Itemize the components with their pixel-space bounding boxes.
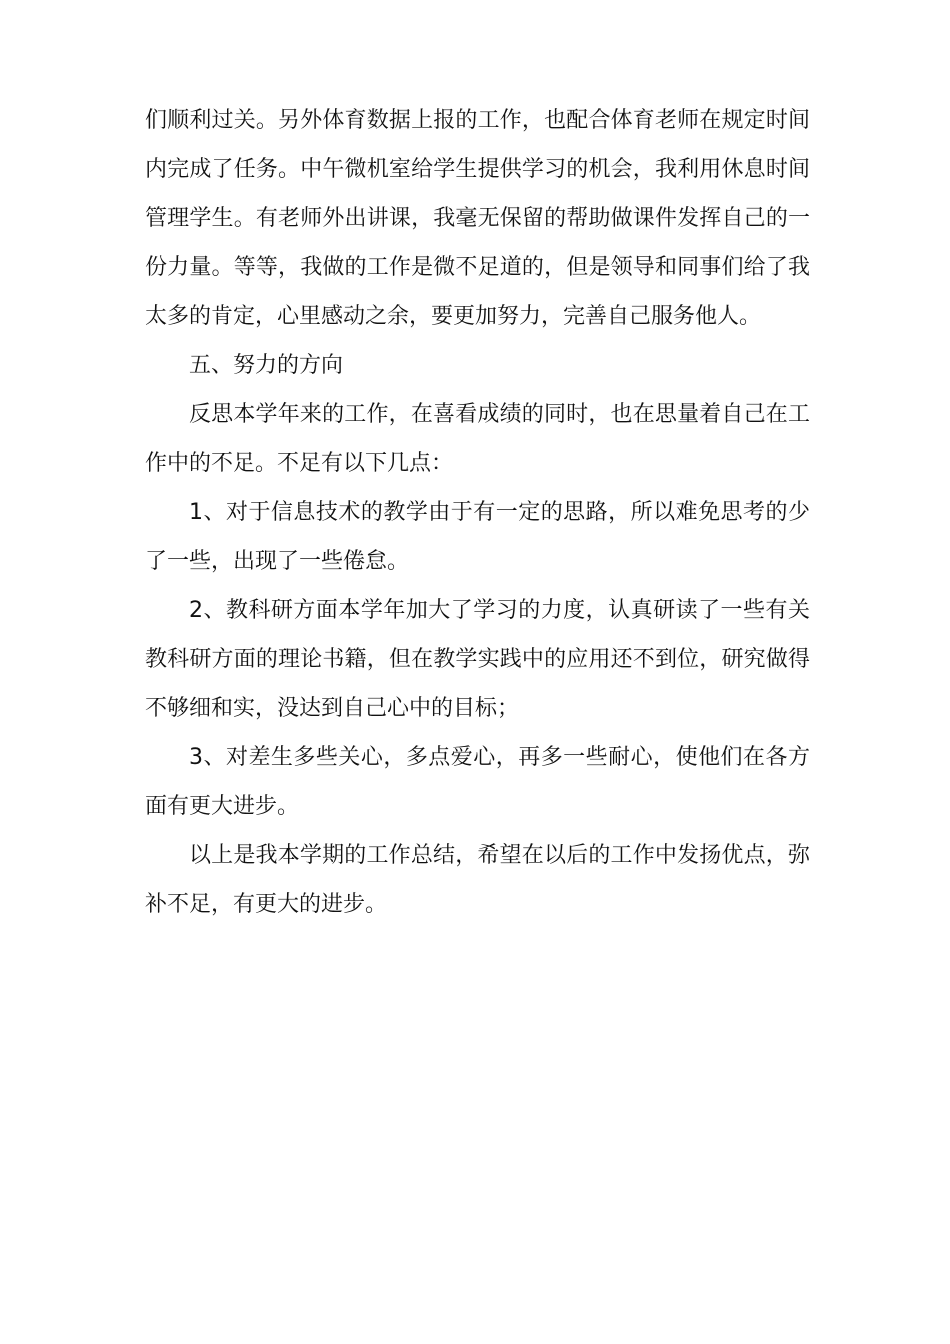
list-item-2: 2、教科研方面本学年加大了学习的力度，认真研读了一些有关教科研方面的理论书籍，但在教学实践中的应用还不到位，研究做得不够细和实，没达到自己心中的目标；	[145, 598, 810, 721]
section-heading: 五、努力的方向	[189, 353, 344, 378]
document-body	[145, 96, 810, 929]
paragraph-conclusion: 以上是我本学期的工作总结，希望在以后的工作中发扬优点，弥补不足，有更大的进步。	[145, 843, 810, 917]
list-item-3: 3、对差生多些关心，多点爱心，再多一些耐心，使他们在各方面有更大进步。	[145, 745, 810, 819]
list-item-1: 1、对于信息技术的教学由于有一定的思路，所以难免思考的少了一些，出现了一些倦怠。	[145, 500, 810, 574]
paragraph-continuation: 们顺利过关。另外体育数据上报的工作，也配合体育老师在规定时间内完成了任务。中午微机室给学生提供学习的机会，我利用休息时间管理学生。有老师外出讲课，我毫无保留的帮助做课件发挥自己的一份力量。等等，我做的工作是微不足道的，但是领导和同事们给了我太多的肯定，心里感动之余，要更加努力，完善自己服务他人。	[145, 108, 810, 329]
paragraph-reflection: 反思本学年来的工作，在喜看成绩的同时，也在思量着自己在工作中的不足。不足有以下几点：	[145, 402, 810, 476]
